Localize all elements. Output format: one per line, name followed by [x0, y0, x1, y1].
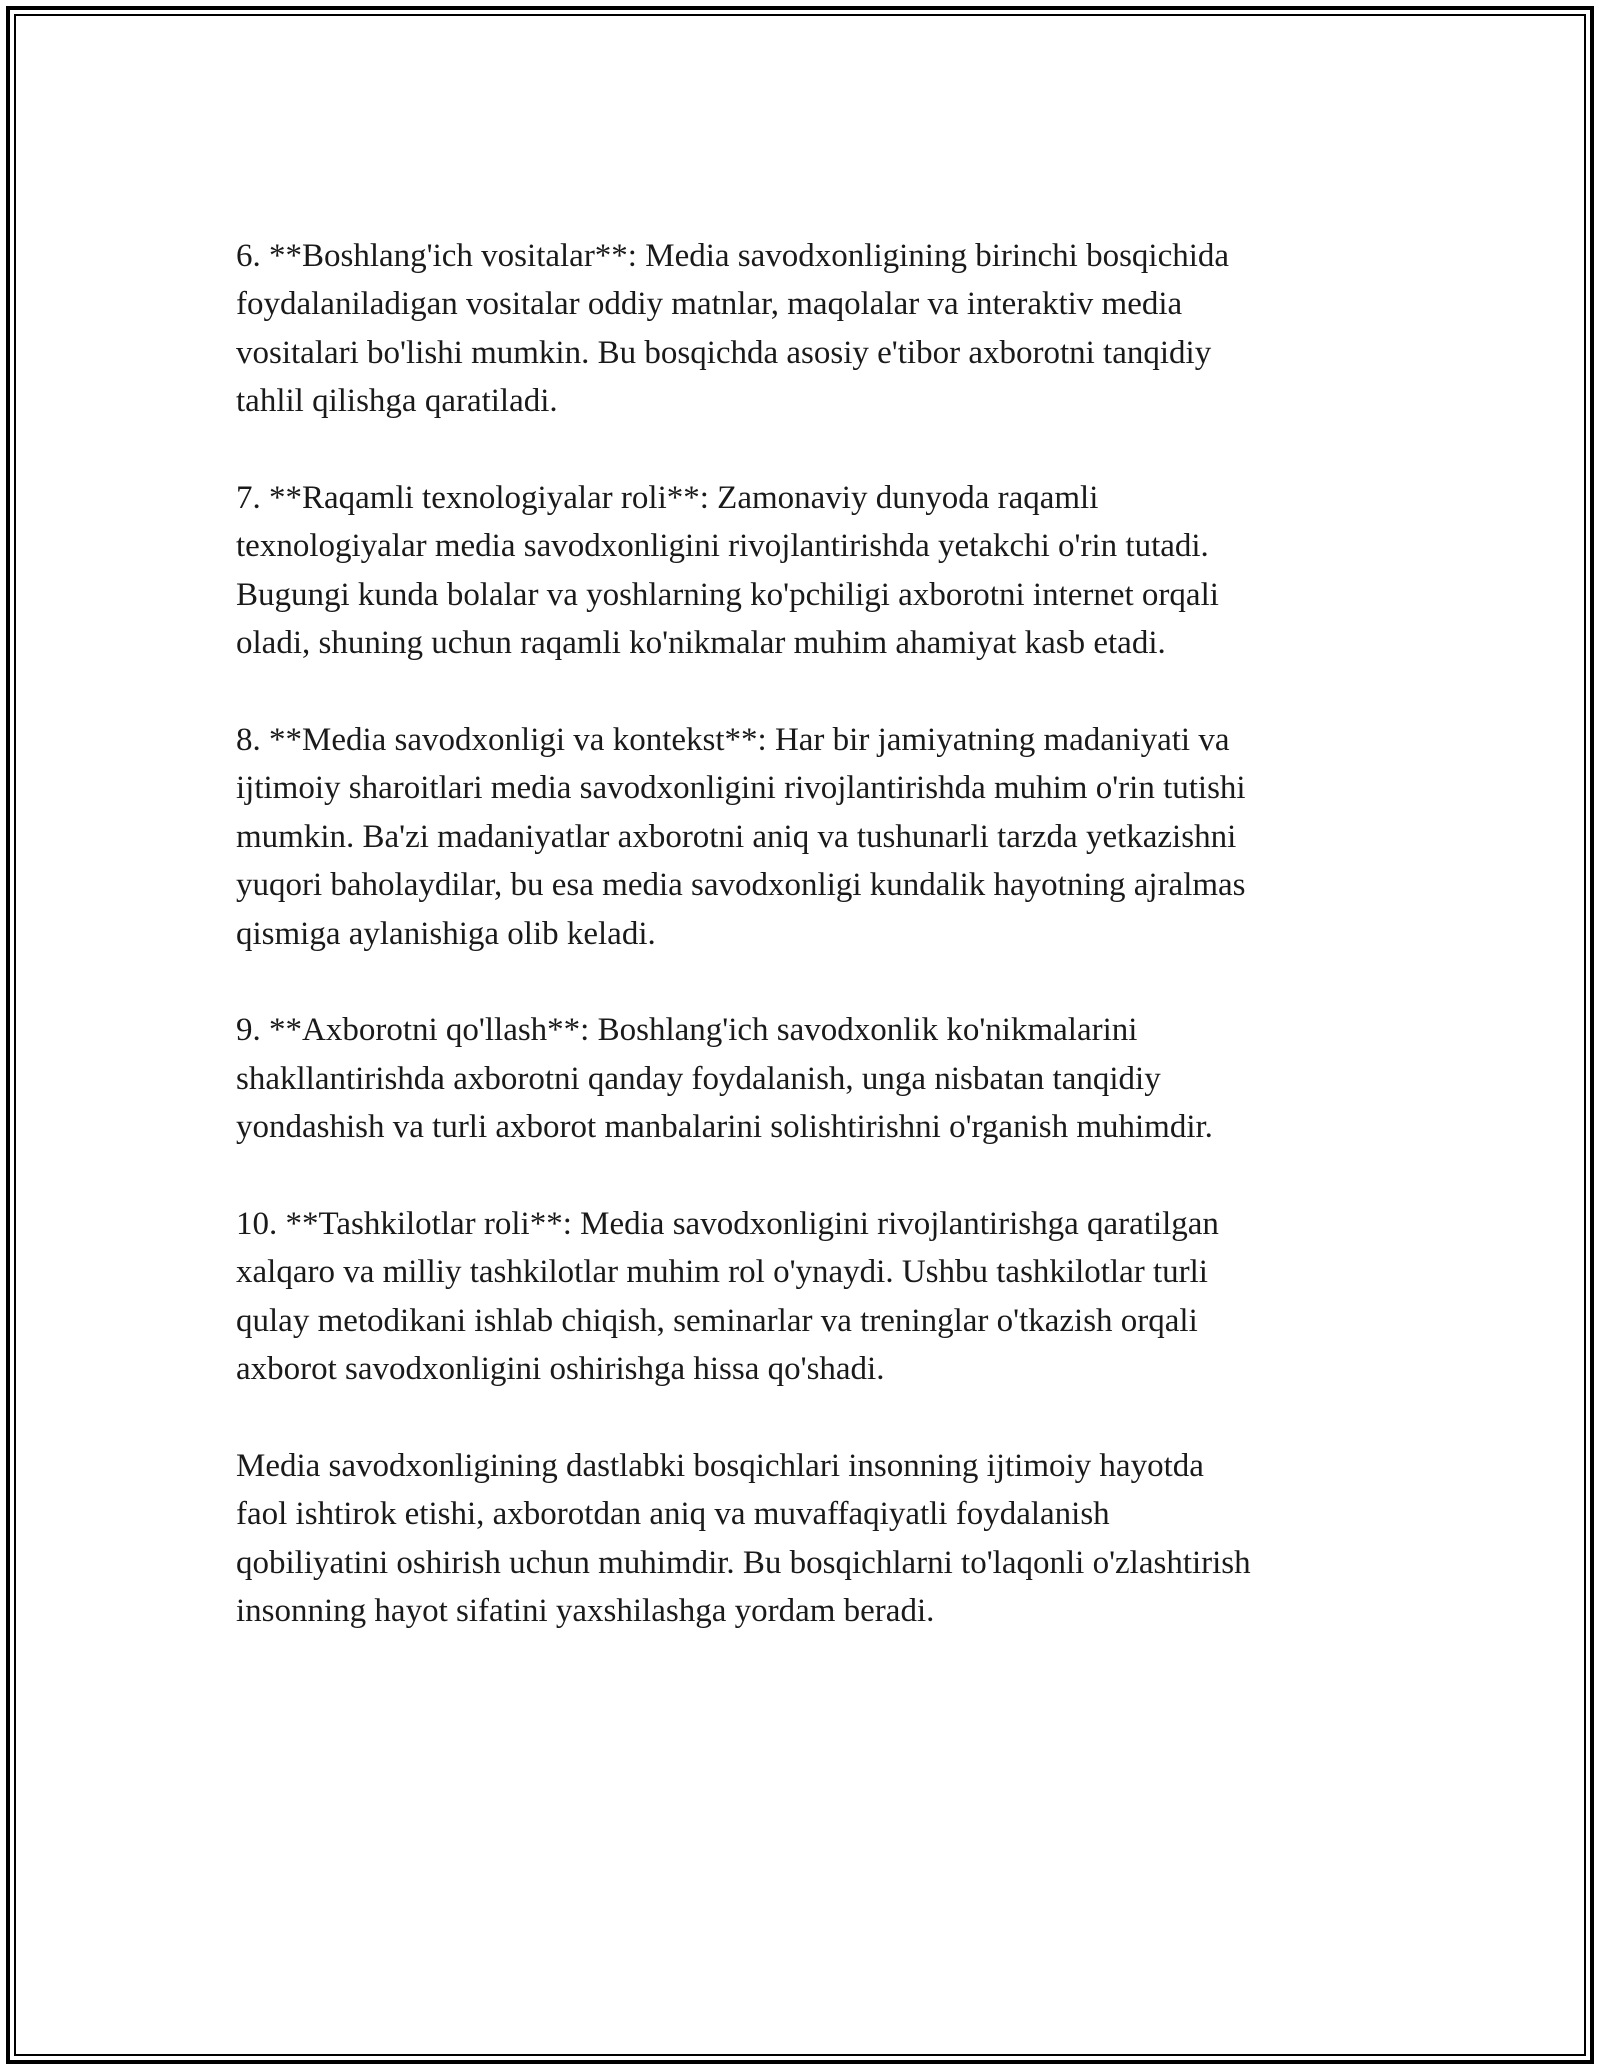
paragraph-item-10: 10. **Tashkilotlar roli**: Media savodxonligini rivojlantirishga qaratilgan xalqaro va milliy tashkilotlar muhim rol o'ynaydi. Ushbu tashkilotlar turli qulay metodikani ishlab chiqish, seminarlar va treninglar o'tkazish orqali axborot savodxonligini oshirishga hissa qo'shadi. [236, 1206, 1219, 1388]
paragraph-item-9: 9. **Axborotni qo'llash**: Boshlang'ich savodxonlik ko'nikmalarini shakllantirishda axborotni qanday foydalanish, unga nisbatan tanqidiy yondashish va turli axborot manbalarini solishtirishni o'rganish muhimdir. [236, 1012, 1213, 1146]
paragraph-item-7: 7. **Raqamli texnologiyalar roli**: Zamonaviy dunyoda raqamli texnologiyalar media savodxonligini rivojlantirishda yetakchi o'rin tutadi. Bugungi kunda bolalar va yoshlarning ko'pchiligi axborotni internet orqali oladi, shuning uchun raqamli ko'nikmalar muhim ahamiyat kasb etadi. [236, 480, 1219, 662]
document-body [236, 232, 1376, 1684]
paragraph-item-8: 8. **Media savodxonligi va kontekst**: Har bir jamiyatning madaniyati va ijtimoiy sharoitlari media savodxonligini rivojlantirishda muhim o'rin tutishi mumkin. Ba'zi madaniyatlar axborotni aniq va tushunarli tarzda yetkazishni yuqori baholaydilar, bu esa media savodxonligi kundalik hayotning ajralmas qismiga aylanishiga olib keladi. [236, 722, 1246, 952]
paragraph-conclusion: Media savodxonligining dastlabki bosqichlari insonning ijtimoiy hayotda faol ishtirok etishi, axborotdan aniq va muvaffaqiyatli foydalanish qobiliyatini oshirish uchun muhimdir. Bu bosqichlarni to'laqonli o'zlashtirish insonning hayot sifatini yaxshilashga yordam beradi. [236, 1448, 1251, 1630]
paragraph-item-6: 6. **Boshlang'ich vositalar**: Media savodxonligining birinchi bosqichida foydalaniladigan vositalar oddiy matnlar, maqolalar va interaktiv media vositalari bo'lishi mumkin. Bu bosqichda asosiy e'tibor axborotni tanqidiy tahlil qilishga qaratiladi. [236, 238, 1230, 420]
